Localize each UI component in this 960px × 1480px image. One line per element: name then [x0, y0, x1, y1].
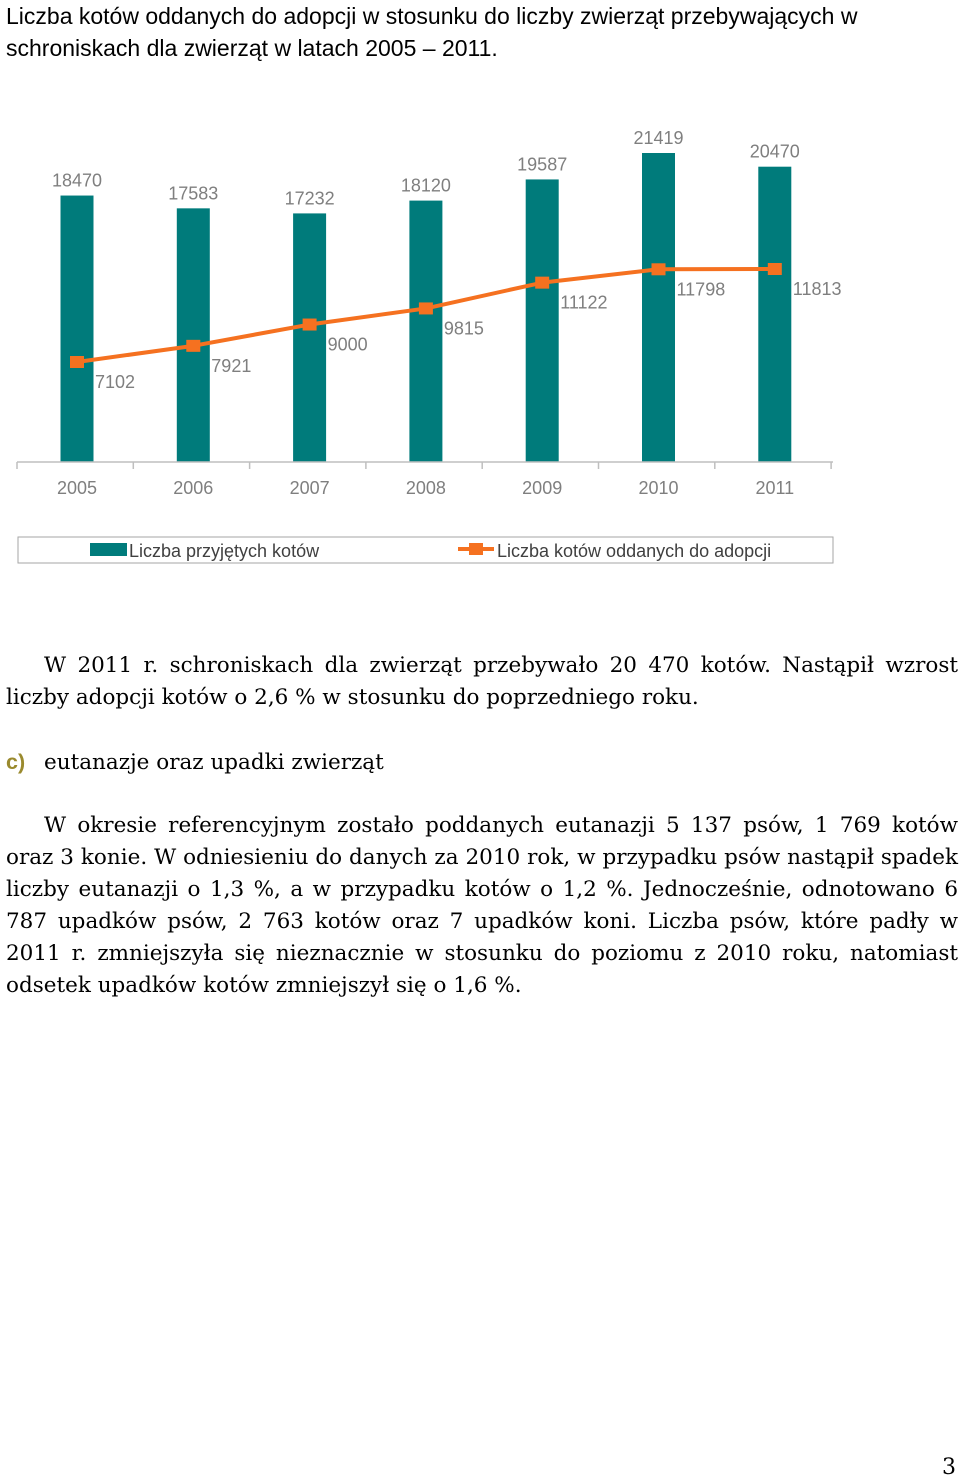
- bar-value-label-2006: 17583: [168, 183, 219, 204]
- bar-value-label-2010: 21419: [633, 128, 684, 148]
- bar-value-label-2008: 18120: [400, 175, 451, 196]
- bar-value-label-2011: 20470: [749, 141, 800, 162]
- bar-2010: [642, 153, 675, 462]
- adoption-marker-2006: [186, 340, 200, 352]
- bar-value-label-2009: 19587: [517, 154, 568, 175]
- line-value-label-2011: 11813: [792, 279, 842, 299]
- x-axis: [17, 462, 833, 498]
- line-value-label-2007: 9000: [327, 334, 368, 355]
- bar-2005: [61, 196, 94, 462]
- paragraph-euthanasia-text: W okresie referencyjnym zostało poddanych eutanazji 5 137 psów, 1 769 kotów oraz 3 konie. W odniesieniu do danych za 2010 rok, w przypadku psów nastąpił spadek liczby eutanazji o 1,3 %, a w przypadku kotów o 1,2 %. Jednocześnie, odnotowano 6 787 upadków psów, 2 763 kotów oraz 7 upadków koni. Liczba psów, które padły w 2011 r. zmniejszyła się nieznacznie w stosunku do poziomu z 2010 roku, natomiast odsetek upadków kotów zmniejszył się o 1,6 %.: [6, 813, 958, 998]
- x-tick-label-2006: 2006: [173, 478, 214, 498]
- bar-2011: [758, 167, 791, 462]
- line-value-label-2009: 11122: [560, 292, 608, 313]
- adoption-marker-2005: [70, 356, 84, 368]
- adoption-marker-2011: [768, 263, 782, 275]
- adoption-marker-2010: [652, 263, 666, 275]
- paragraph-adoptions-text: W 2011 r. schroniskach dla zwierząt przebywało 20 470 kotów. Nastąpił wzrost liczby adopcji kotów o 2,6 % w stosunku do poprzedniego roku.: [6, 653, 958, 710]
- bar-2009: [526, 179, 559, 462]
- bar-2007: [293, 213, 326, 462]
- paragraph-adoptions: [6, 650, 958, 714]
- adoption-marker-2009: [535, 277, 549, 289]
- page-number: 3: [942, 1455, 956, 1480]
- bar-2006: [177, 208, 210, 462]
- legend-swatch-bars: [90, 543, 127, 556]
- x-tick-label-2007: 2007: [289, 478, 330, 498]
- legend: [18, 537, 833, 563]
- bar-2008: [409, 201, 442, 462]
- line-value-label-2005: 7102: [95, 372, 136, 392]
- line-value-label-2006: 7921: [211, 355, 252, 376]
- legend-label-line: Liczba kotów oddanych do adopcji: [497, 541, 772, 561]
- bar-value-label-2005: 18470: [51, 170, 103, 191]
- section-c-marker: c): [6, 750, 26, 774]
- x-tick-label-2011: 2011: [755, 478, 795, 498]
- paragraph-euthanasia: [6, 810, 958, 1002]
- adoption-marker-2008: [419, 302, 433, 314]
- legend-swatch-marker: [469, 543, 483, 555]
- x-tick-label-2010: 2010: [638, 478, 679, 498]
- bar-value-label-2007: 17232: [284, 188, 335, 209]
- x-tick-label-2005: 2005: [56, 478, 98, 498]
- line-value-label-2008: 9815: [443, 318, 484, 339]
- combo-chart: [0, 100, 960, 580]
- x-tick-label-2009: 2009: [522, 478, 563, 498]
- section-c-label: eutanazje oraz upadki zwierząt: [44, 750, 384, 775]
- x-tick-label-2008: 2008: [405, 478, 446, 498]
- line-value-label-2010: 11798: [676, 279, 726, 300]
- chart-title: Liczba kotów oddanych do adopcji w stosunku do liczby zwierząt przebywających w schroniskach dla zwierząt w latach 2005 – 2011.: [6, 3, 858, 61]
- legend-label-bars: Liczba przyjętych kotów: [129, 541, 320, 561]
- adoption-marker-2007: [303, 319, 317, 331]
- labels-layer: [52, 128, 842, 392]
- section-c-heading: [6, 746, 958, 779]
